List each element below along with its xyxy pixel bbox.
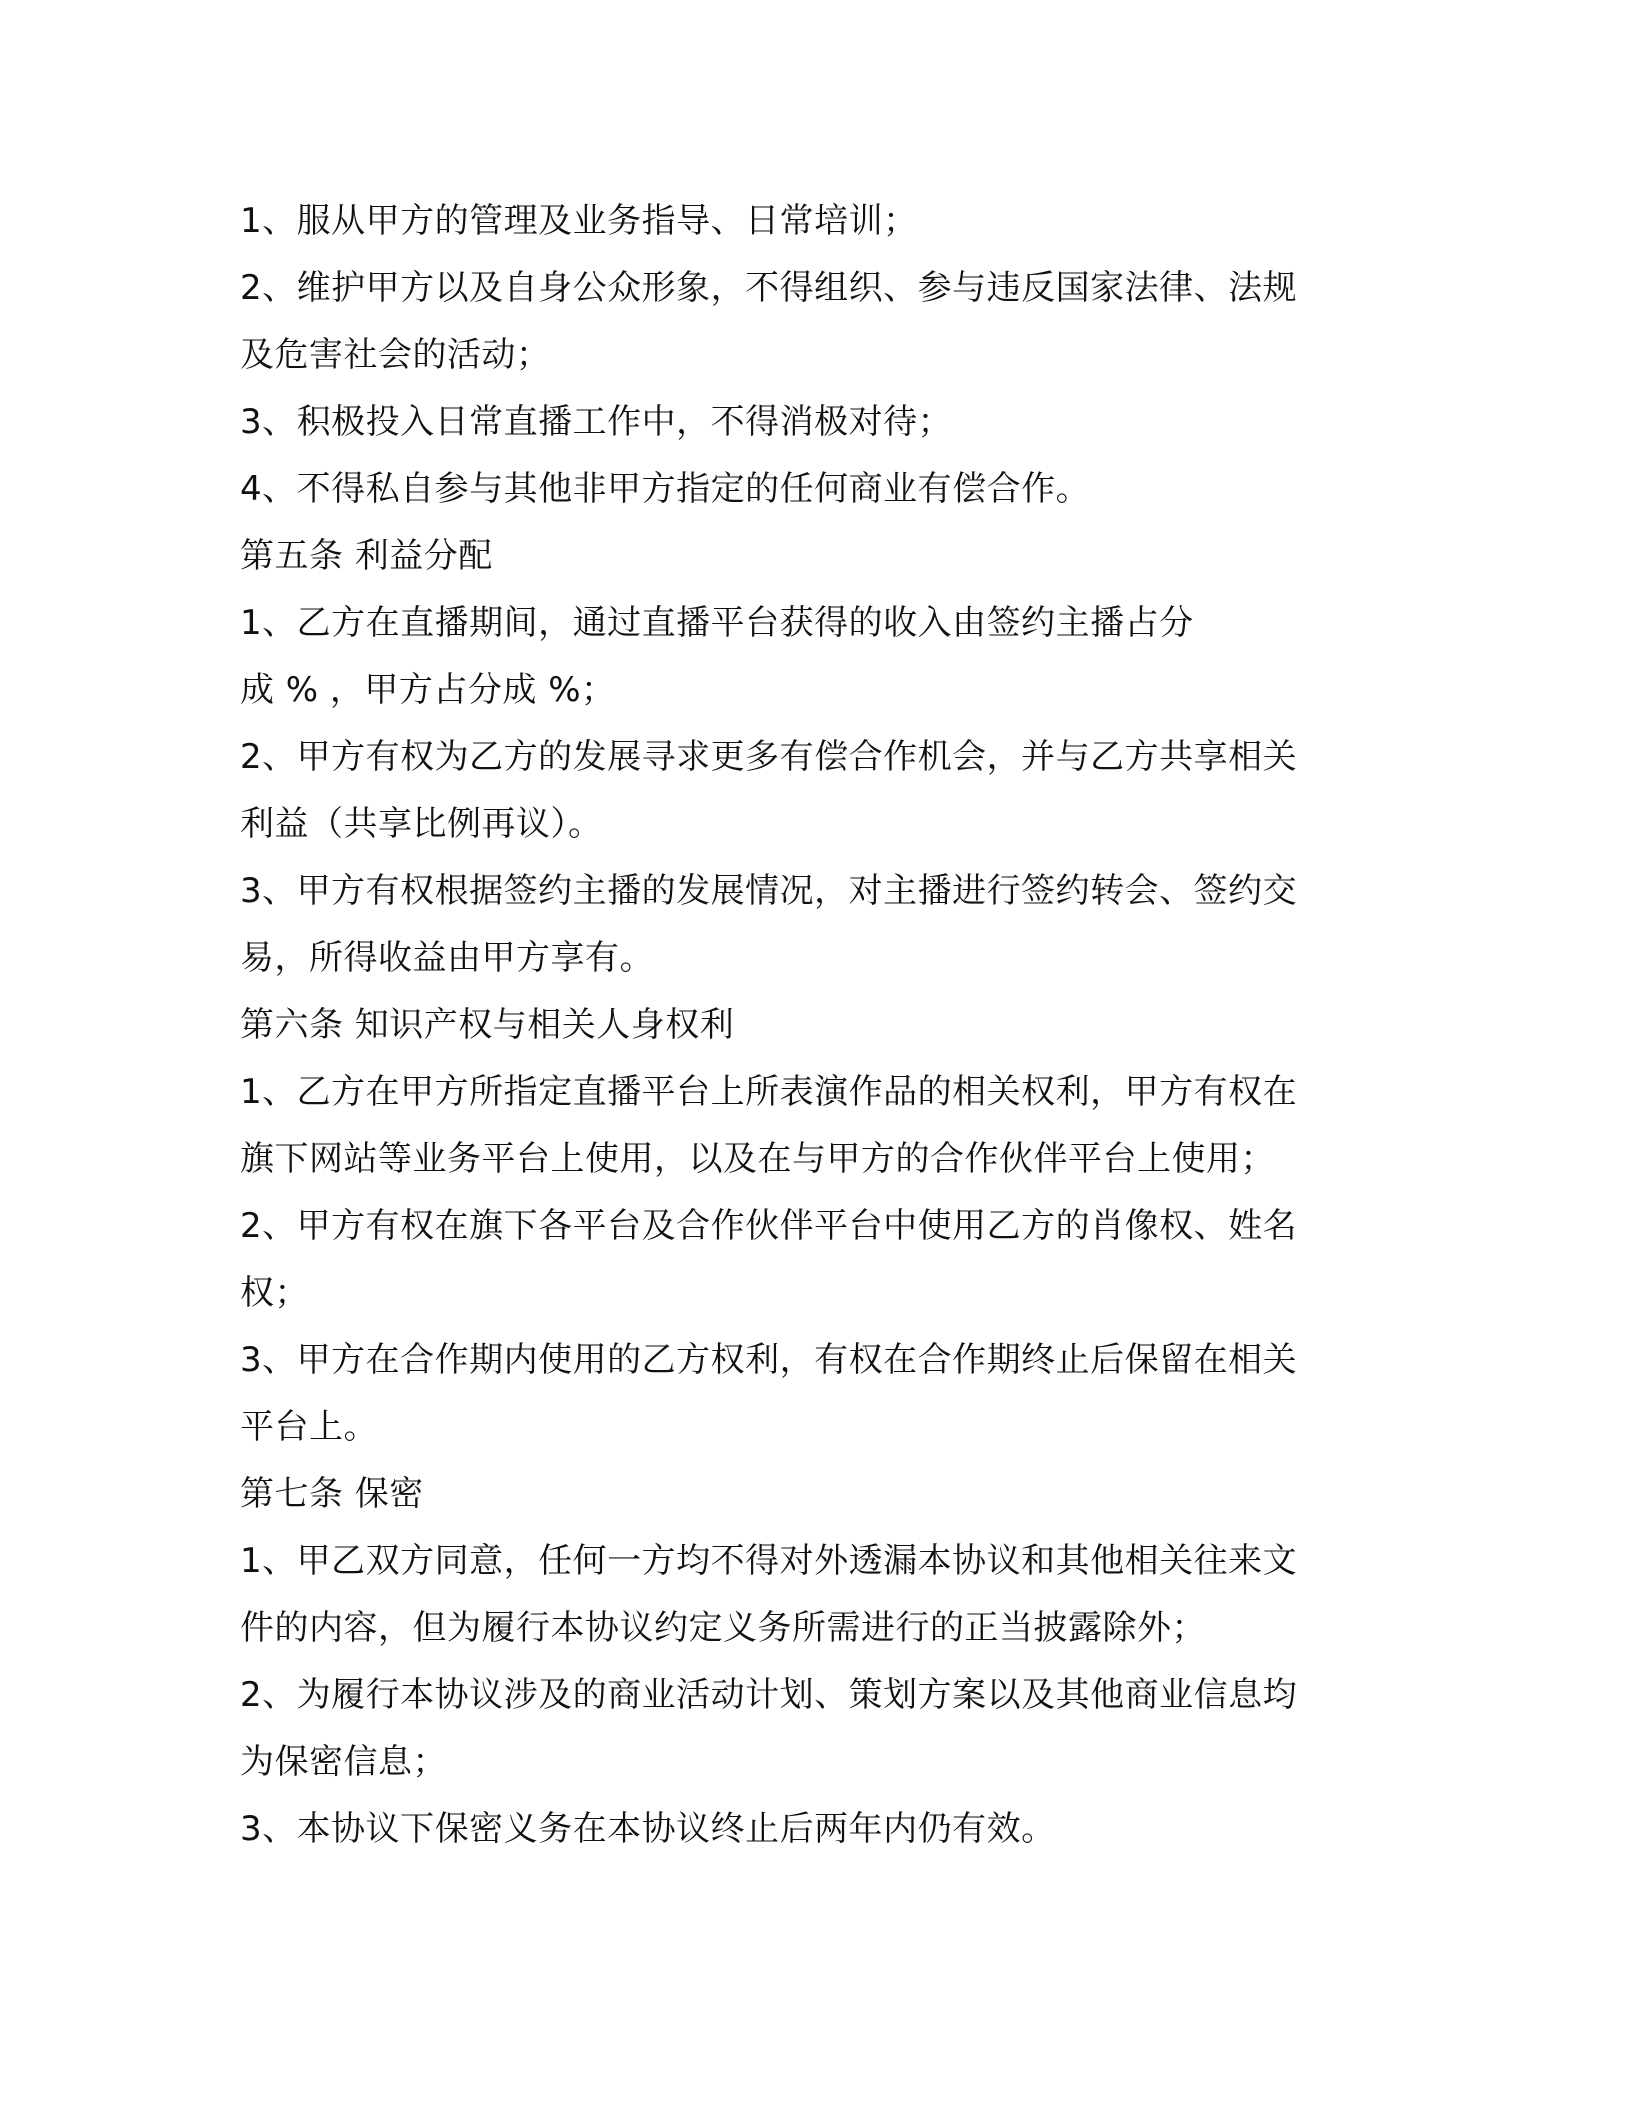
text-line-clause-item: 1、甲乙双方同意，任何一方均不得对外透漏本协议和其他相关往来文 [240, 1541, 1298, 1581]
document-page [240, 188, 1390, 1863]
section-heading-article-7: 第七条 保密 [240, 1474, 424, 1514]
text-line-clause-item: 4、不得私自参与其他非甲方指定的任何商业有偿合作。 [240, 469, 1091, 509]
text-line-clause-item: 及危害社会的活动； [240, 335, 551, 375]
text-line-clause-item: 为保密信息； [240, 1742, 447, 1782]
text-line-clause-item: 1、乙方在甲方所指定直播平台上所表演作品的相关权利，甲方有权在 [240, 1072, 1298, 1112]
text-line-clause-item: 件的内容，但为履行本协议约定义务所需进行的正当披露除外； [240, 1608, 1206, 1648]
section-heading-article-5: 第五条 利益分配 [240, 536, 493, 576]
text-line-clause-item: 成 % ，甲方占分成 %； [240, 670, 616, 710]
text-line-clause-item: 旗下网站等业务平台上使用，以及在与甲方的合作伙伴平台上使用； [240, 1139, 1275, 1179]
text-line-clause-item: 2、维护甲方以及自身公众形象，不得组织、参与违反国家法律、法规 [240, 268, 1298, 308]
text-line-clause-item: 3、本协议下保密义务在本协议终止后两年内仍有效。 [240, 1809, 1056, 1849]
text-line-clause-item: 易，所得收益由甲方享有。 [240, 938, 654, 978]
text-line-clause-item: 利益（共享比例再议）。 [240, 804, 603, 844]
text-line-clause-item: 2、甲方有权在旗下各平台及合作伙伴平台中使用乙方的肖像权、姓名 [240, 1206, 1298, 1246]
text-line-clause-item: 平台上。 [240, 1407, 378, 1447]
text-line-clause-item: 3、积极投入日常直播工作中，不得消极对待； [240, 402, 953, 442]
section-heading-article-6: 第六条 知识产权与相关人身权利 [240, 1005, 735, 1045]
text-line-clause-item: 1、服从甲方的管理及业务指导、日常培训； [240, 201, 918, 241]
text-line-clause-item: 3、甲方有权根据签约主播的发展情况，对主播进行签约转会、签约交 [240, 871, 1298, 911]
text-line-clause-item: 2、甲方有权为乙方的发展寻求更多有偿合作机会，并与乙方共享相关 [240, 737, 1298, 777]
text-line-clause-item: 2、为履行本协议涉及的商业活动计划、策划方案以及其他商业信息均 [240, 1675, 1298, 1715]
text-line-clause-item: 3、甲方在合作期内使用的乙方权利，有权在合作期终止后保留在相关 [240, 1340, 1298, 1380]
text-line-clause-item: 1、乙方在直播期间，通过直播平台获得的收入由签约主播占分 [240, 603, 1194, 643]
text-line-clause-item: 权； [240, 1273, 309, 1313]
